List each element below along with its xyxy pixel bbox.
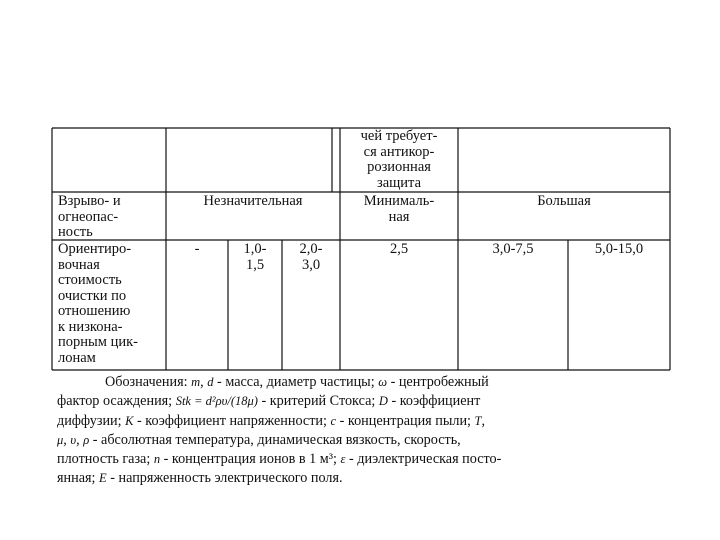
notes-text: фактор осаждения; [57, 393, 173, 410]
text-line: 1,5 [245, 256, 265, 273]
text-line: 1,0- [243, 241, 267, 257]
symbol: E [99, 471, 107, 486]
text-line: 3,0 [301, 256, 321, 273]
notes-text: , [76, 431, 80, 448]
text-line: защита [376, 174, 422, 191]
text-line: ность [58, 224, 93, 240]
symbol: m [191, 375, 201, 389]
symbol: d [207, 375, 214, 389]
symbol: μ [57, 432, 64, 447]
notes-text: - коэффициент напряженности; [137, 412, 327, 429]
notes-text: - диэлектрическая посто- [348, 451, 502, 468]
text-line: Взрыво- и [58, 193, 121, 209]
notes-line-4 [57, 431, 669, 450]
cell-cost-4: 2,5 [389, 241, 409, 257]
notes-text: - коэффициент [391, 393, 481, 410]
text-line: порным цик- [58, 334, 138, 350]
text-line: ся антикор- [363, 143, 435, 160]
text-line: лонам [58, 349, 96, 366]
symbol: ε [340, 452, 346, 467]
text-line: очистки по [58, 287, 127, 304]
notes-text: , [200, 374, 204, 390]
notes-text: плотность газа; [57, 451, 151, 468]
symbol: T [474, 413, 482, 428]
symbol: ρ [83, 432, 90, 447]
text-line: вочная [58, 256, 100, 273]
notes-text: - масса, диаметр частицы; [217, 374, 375, 390]
notes-text: , [481, 412, 486, 429]
symbol: υ [70, 432, 77, 447]
notes-text: диффузии; [57, 412, 122, 429]
text-line: розионная [367, 159, 431, 175]
symbol: c [330, 413, 337, 428]
notes-text: , [63, 431, 67, 448]
symbol: K [125, 413, 134, 428]
formula: Stk = d²ρυ/(18μ) [175, 394, 258, 409]
notes-text: - концентрация пыли; [339, 412, 471, 429]
notes-line-1 [57, 373, 669, 392]
cell-min-protection [340, 129, 458, 191]
cell-cost-2 [228, 242, 282, 273]
notes-line-5 [57, 450, 669, 469]
notes-text: - критерий Стокса; [261, 393, 376, 410]
notation-notes [57, 373, 669, 489]
cell-high: Большая [537, 193, 591, 209]
text-line: отношению [58, 303, 131, 319]
notes-text: Обозначения: [105, 374, 188, 390]
notes-line-3 [57, 412, 669, 431]
text-line: Минималь- [363, 193, 435, 209]
text-line: Ориентиро- [58, 241, 132, 257]
notes-text: - центробежный [390, 374, 489, 390]
row-label-cost [58, 242, 138, 366]
text-line: огнеопас- [58, 208, 119, 225]
notes-text: - концентрация ионов в 1 м³; [163, 451, 337, 468]
row-label-explosion [58, 194, 121, 241]
notes-text: - напряженность электрического поля. [110, 470, 343, 487]
notes-line-6 [57, 469, 669, 488]
cell-low: Незначительная [203, 193, 303, 209]
cell-min-hazard [340, 194, 458, 225]
text-line: 2,0- [299, 241, 323, 257]
text-line: стоимость [58, 272, 122, 288]
cell-cost-1: - [194, 241, 200, 257]
notes-line-2 [57, 392, 669, 411]
notes-text: янная; [57, 470, 96, 487]
text-line: ная [388, 208, 410, 225]
symbol: ω [378, 375, 388, 389]
symbol: n [153, 452, 161, 467]
text-line: чей требует- [360, 128, 438, 144]
symbol: D [378, 394, 388, 409]
cell-cost-5: 3,0-7,5 [492, 241, 534, 257]
cell-cost-6: 5,0-15,0 [594, 241, 644, 257]
notes-text: - абсолютная температура, динамическая вязкость, скорость, [92, 431, 461, 448]
text-line: к низкона- [58, 318, 123, 335]
cell-cost-3 [282, 242, 340, 273]
